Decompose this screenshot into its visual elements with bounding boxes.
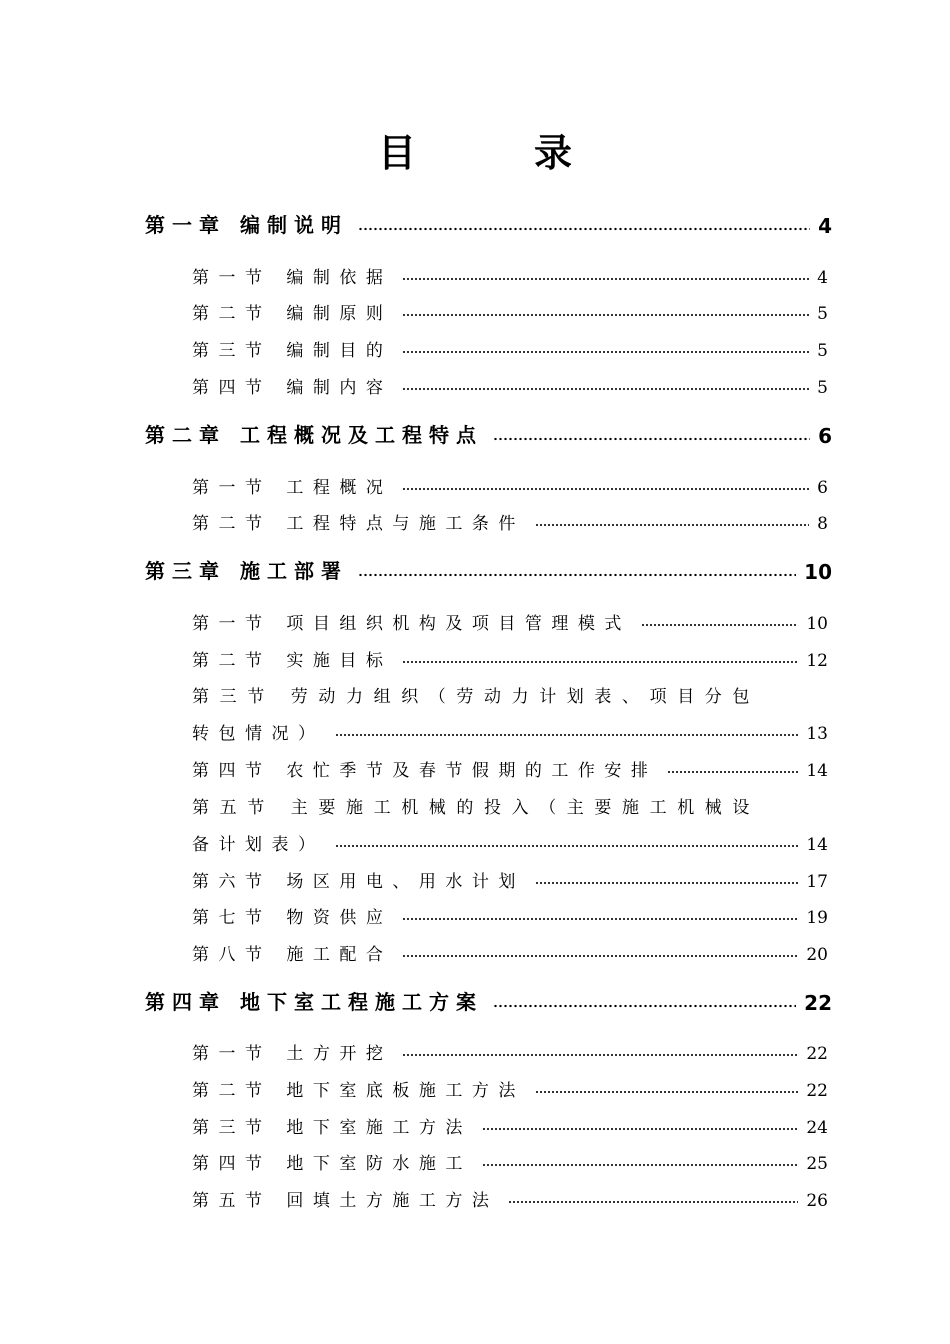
toc-leader-dots: [535, 1090, 798, 1094]
toc-section-entry[interactable]: [0, 504, 950, 534]
toc-leader-dots: [358, 573, 796, 577]
toc-leader-dots: [402, 917, 798, 921]
toc-page-number: 22: [806, 1081, 828, 1101]
toc-entry-label: 第三章 施工部署: [145, 559, 348, 583]
toc-page-number: 24: [806, 1118, 828, 1138]
toc-section-entry[interactable]: [0, 714, 950, 744]
toc-page-number: 12: [806, 651, 828, 671]
toc-section-entry[interactable]: [0, 468, 950, 498]
toc-section-entry[interactable]: [0, 677, 950, 707]
toc-section-entry[interactable]: [0, 1144, 950, 1174]
toc-section-entry[interactable]: [0, 258, 950, 288]
toc-leader-dots: [535, 523, 809, 527]
toc-section-entry[interactable]: [0, 751, 950, 781]
toc-section-entry[interactable]: [0, 1071, 950, 1101]
toc-entry-label: 第七节 物资供应: [192, 908, 393, 928]
toc-section-entry[interactable]: [0, 898, 950, 928]
toc-chapter-entry[interactable]: [0, 208, 950, 238]
toc-entry-label: 备计划表）: [192, 835, 325, 855]
toc-leader-dots: [402, 277, 809, 281]
toc-page-number: 6: [818, 424, 832, 448]
toc-entry-label: 第八节 施工配合: [192, 945, 393, 965]
toc-section-entry[interactable]: [0, 862, 950, 892]
toc-leader-dots: [535, 881, 798, 885]
toc-leader-dots: [402, 487, 809, 491]
toc-entry-label: 第二节 实施目标: [192, 651, 393, 671]
toc-entry-label: 第五节 回填土方施工方法: [192, 1191, 499, 1211]
toc-page-number: 14: [806, 761, 828, 781]
toc-entry-label: 第二节 工程特点与施工条件: [192, 514, 525, 534]
toc-entry-label: 第三节 地下室施工方法: [192, 1118, 472, 1138]
toc-entry-label: 第四节 地下室防水施工: [192, 1154, 472, 1174]
toc-leader-dots: [358, 227, 810, 231]
toc-page-number: 14: [806, 835, 828, 855]
toc-section-entry[interactable]: [0, 935, 950, 965]
toc-entry-label: 第四节 编制内容: [192, 378, 393, 398]
toc-leader-dots: [402, 1053, 798, 1057]
toc-entry-label: 第六节 场区用电、用水计划: [192, 872, 525, 892]
toc-page-number: 22: [804, 991, 832, 1015]
toc-entry-label: 第三节 劳动力组织（劳动力计划表、项目分包: [192, 687, 761, 707]
toc-entry-label: 第一节 编制依据: [192, 268, 393, 288]
toc-page-number: 13: [806, 724, 828, 744]
toc-page-number: 19: [806, 908, 828, 928]
toc-page-number: 22: [806, 1044, 828, 1064]
toc-page-number: 10: [804, 560, 832, 584]
toc-page-number: 4: [817, 268, 828, 288]
toc-leader-dots: [508, 1200, 798, 1204]
toc-leader-dots: [335, 733, 799, 737]
toc-entry-label: 第四章 地下室工程施工方案: [145, 990, 483, 1014]
toc-page-number: 20: [806, 945, 828, 965]
toc-section-entry[interactable]: [0, 294, 950, 324]
toc-entry-label: 第四节 农忙季节及春节假期的工作安排: [192, 761, 658, 781]
toc-entry-label: 第二节 编制原则: [192, 304, 393, 324]
toc-page-number: 8: [817, 514, 828, 534]
toc-entry-label: 第五节 主要施工机械的投入（主要施工机械设: [192, 798, 761, 818]
toc-entry-label: 第一节 土方开挖: [192, 1044, 393, 1064]
toc-section-entry[interactable]: [0, 1181, 950, 1211]
toc-page-number: 17: [806, 872, 828, 892]
toc-chapter-entry[interactable]: [0, 985, 950, 1015]
toc-entry-label: 第一节 工程概况: [192, 478, 393, 498]
toc-entry-label: 转包情况）: [192, 724, 325, 744]
toc-section-entry[interactable]: [0, 825, 950, 855]
toc-leader-dots: [482, 1127, 798, 1131]
toc-page-number: 4: [818, 214, 832, 238]
toc-entry-label: 第二章 工程概况及工程特点: [145, 423, 483, 447]
toc-page-number: 6: [817, 478, 828, 498]
toc-page-number: 5: [817, 378, 828, 398]
toc-leader-dots: [482, 1163, 798, 1167]
toc-section-entry[interactable]: [0, 604, 950, 634]
toc-leader-dots: [402, 954, 798, 958]
toc-section-entry[interactable]: [0, 331, 950, 361]
toc-title-char-1: 目: [377, 131, 416, 175]
toc-page-number: 5: [817, 341, 828, 361]
toc-leader-dots: [402, 313, 809, 317]
toc-section-entry[interactable]: [0, 641, 950, 671]
toc-chapter-entry[interactable]: [0, 554, 950, 584]
toc-section-entry[interactable]: [0, 368, 950, 398]
toc-page-number: 26: [806, 1191, 828, 1211]
toc-chapter-entry[interactable]: [0, 418, 950, 448]
toc-leader-dots: [402, 387, 809, 391]
toc-entry-label: 第一节 项目组织机构及项目管理模式: [192, 614, 631, 634]
toc-page-number: 10: [806, 614, 828, 634]
toc-page-number: 5: [817, 304, 828, 324]
toc-entry-label: 第一章 编制说明: [145, 213, 348, 237]
toc-leader-dots: [402, 350, 809, 354]
toc-title-char-2: 录: [534, 131, 573, 175]
toc-leader-dots: [402, 660, 798, 664]
toc-entry-label: 第三节 编制目的: [192, 341, 393, 361]
toc-leader-dots: [335, 844, 799, 848]
toc-entry-label: 第二节 地下室底板施工方法: [192, 1081, 525, 1101]
toc-leader-dots: [667, 770, 798, 774]
toc-leader-dots: [641, 623, 798, 627]
toc-section-entry[interactable]: [0, 1034, 950, 1064]
toc-section-entry[interactable]: [0, 788, 950, 818]
toc-section-entry[interactable]: [0, 1108, 950, 1138]
toc-leader-dots: [493, 437, 810, 441]
toc-leader-dots: [493, 1004, 796, 1008]
toc-page-number: 25: [806, 1154, 828, 1174]
